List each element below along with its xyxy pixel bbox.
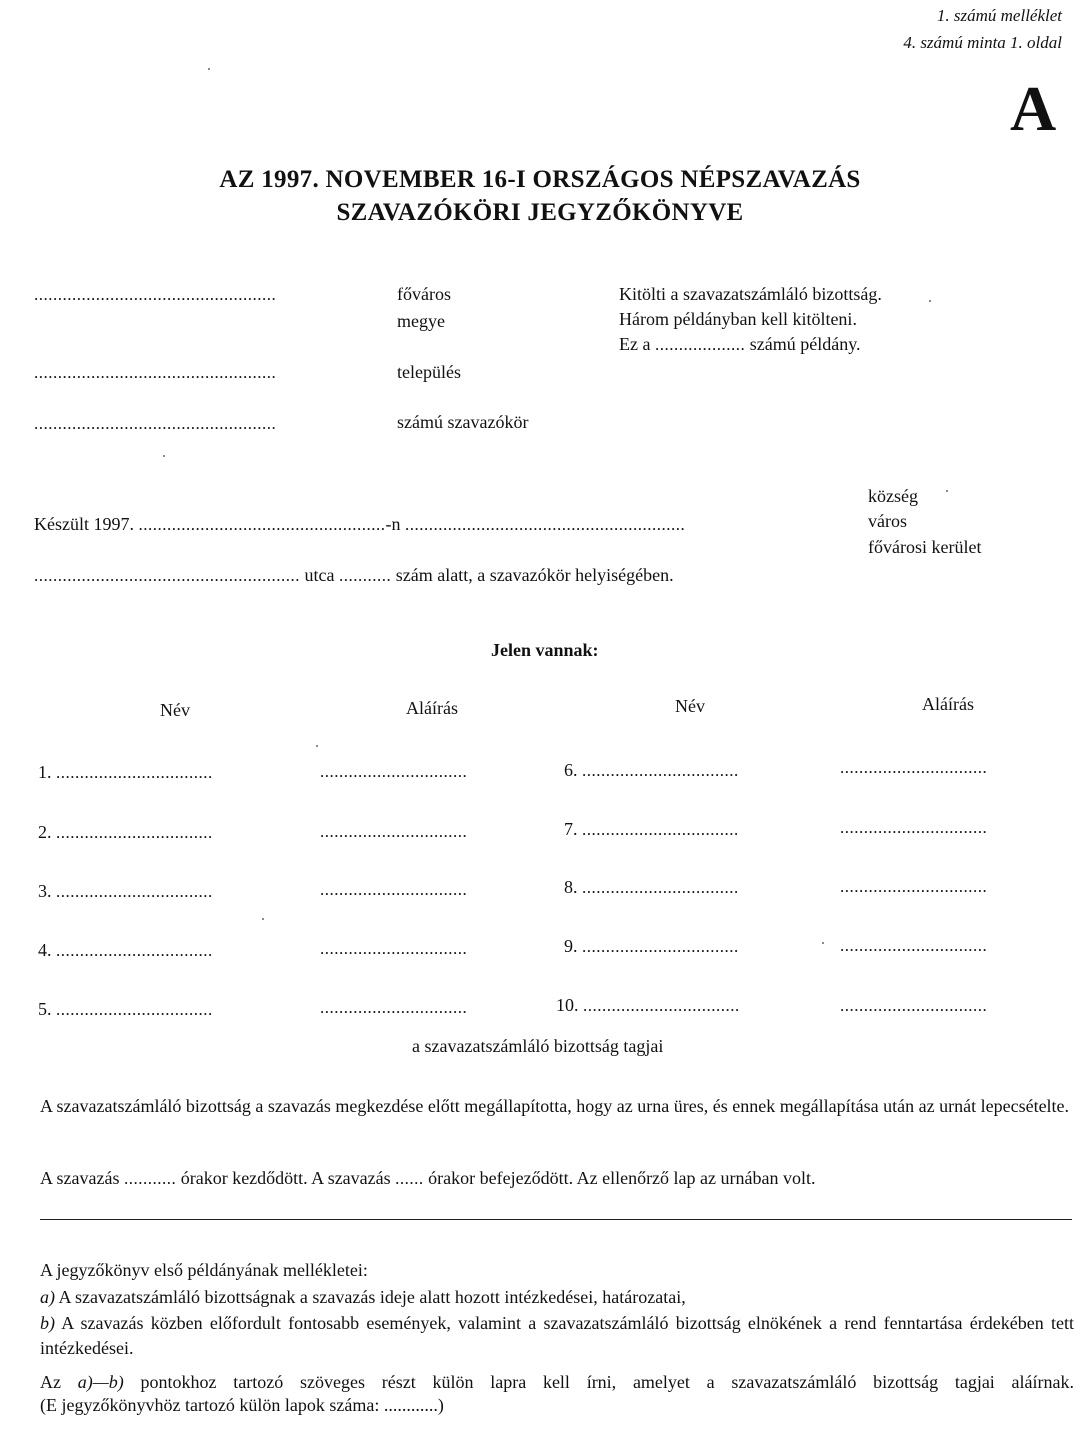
village-option: község: [868, 486, 918, 506]
instruction-line1: Kitölti a szavazatszámláló bizottság.: [619, 284, 882, 304]
scan-speck: [946, 490, 948, 492]
capital-district-option: fővárosi kerület: [868, 537, 982, 557]
member-row-left: [38, 999, 213, 1020]
annex-note-prefix: Az: [40, 1372, 61, 1392]
settlement-field[interactable]: ...................................................: [34, 363, 277, 382]
scan-speck: [316, 745, 318, 747]
page-title-line2: SZAVAZÓKÖRI JEGYZŐKÖNYVE: [336, 199, 744, 226]
district-field[interactable]: ...................................................: [34, 414, 277, 433]
form-letter: A: [1010, 73, 1057, 144]
member-name-field[interactable]: .................................: [56, 882, 213, 901]
name-header-right: Név: [675, 696, 705, 716]
member-signature-field[interactable]: ...............................: [840, 758, 988, 777]
member-row-right: [556, 995, 740, 1016]
member-signature-field[interactable]: ...............................: [840, 996, 988, 1015]
page-title-line1: AZ 1997. NOVEMBER 16-I ORSZÁGOS NÉPSZAVAZÁS: [219, 166, 861, 193]
annex-note: [40, 1370, 1074, 1395]
member-row-left: [38, 940, 213, 961]
annex-sheet-count: (E jegyzőkönyvhöz tartozó külön lapok száma: ............): [40, 1395, 444, 1415]
annex-item-a-text: A szavazatszámláló bizottságnak a szavazás ideje alatt hozott intézkedései, határozatai,: [58, 1287, 686, 1307]
annex-note-ref: a)—b): [77, 1372, 124, 1392]
district-label: számú szavazókör: [397, 412, 529, 432]
annex-note-text: pontokhoz tartozó szöveges részt külön lapra kell írni, amelyet a szavazatszámláló bizottság tagjai aláírnak.: [140, 1372, 1074, 1392]
annex-item-b-text: A szavazás közben előfordult fontosabb események, valamint a szavazatszámláló bizottság elnökének a rend fenntartása érdekében tett intézkedései.: [40, 1313, 1074, 1358]
annex-label: 1. számú melléklet: [936, 6, 1062, 25]
annex-item-a-label: a): [40, 1287, 55, 1307]
voting-times-line: [40, 1168, 816, 1189]
member-row-right: [564, 819, 739, 840]
voting-times-mid: órakor kezdődött. A szavazás: [180, 1168, 391, 1188]
address-line: [34, 565, 674, 586]
voting-start-field[interactable]: ...........: [123, 1169, 177, 1188]
member-number: 6.: [564, 760, 578, 780]
member-row-right: [564, 877, 739, 898]
member-row-right: [564, 760, 739, 781]
address-suffix: szám alatt, a szavazókör helyiségében.: [395, 565, 674, 585]
copy-number-prefix: Ez a: [619, 334, 651, 354]
member-name-field[interactable]: .................................: [583, 996, 740, 1015]
capital-county-field[interactable]: ...................................................: [34, 285, 277, 304]
voting-times-prefix: A szavazás: [40, 1168, 120, 1188]
member-number: 5.: [38, 999, 52, 1019]
voting-end-field[interactable]: ......: [395, 1169, 424, 1188]
member-name-field[interactable]: .................................: [582, 937, 739, 956]
annex-item-a: [40, 1287, 686, 1308]
street-label: utca: [304, 565, 335, 585]
copy-number-suffix: számú példány.: [749, 334, 861, 354]
copy-number-field[interactable]: ...................: [654, 335, 746, 354]
member-name-field[interactable]: .................................: [56, 823, 213, 842]
scan-speck: [163, 455, 165, 457]
member-number: 2.: [38, 822, 52, 842]
member-name-field[interactable]: .................................: [582, 761, 739, 780]
member-number: 7.: [564, 819, 578, 839]
member-signature-field[interactable]: ...............................: [320, 998, 468, 1017]
member-name-field[interactable]: .................................: [582, 820, 739, 839]
county-label: megye: [397, 311, 445, 331]
member-name-field[interactable]: .................................: [582, 878, 739, 897]
member-number: 4.: [38, 940, 52, 960]
scan-speck: [822, 942, 824, 944]
scan-speck: [208, 68, 210, 70]
annex-item-b-label: b): [40, 1313, 55, 1333]
member-signature-field[interactable]: ...............................: [320, 762, 468, 781]
house-number-field[interactable]: ...........: [338, 566, 392, 585]
voting-times-suffix: órakor befejeződött. Az ellenőrző lap az urnában volt.: [428, 1168, 816, 1188]
member-signature-field[interactable]: ...............................: [840, 818, 988, 837]
capital-label: főváros: [397, 284, 451, 304]
instruction-line2: Három példányban kell kitölteni.: [619, 309, 857, 329]
member-number: 3.: [38, 881, 52, 901]
prepared-prefix: Készült 1997.: [34, 514, 134, 534]
member-name-field[interactable]: .................................: [56, 941, 213, 960]
scan-speck: [929, 300, 931, 302]
copy-number-line: [619, 334, 861, 355]
member-name-field[interactable]: .................................: [56, 763, 213, 782]
member-signature-field[interactable]: ...............................: [840, 877, 988, 896]
annexes-heading: A jegyzőkönyv első példányának mellékletei:: [40, 1260, 368, 1280]
member-name-field[interactable]: .................................: [56, 1000, 213, 1019]
member-signature-field[interactable]: ...............................: [320, 939, 468, 958]
scan-speck: [262, 918, 264, 920]
signature-header-right: Aláírás: [922, 694, 974, 714]
prepared-place-field[interactable]: ...........................................................: [404, 515, 686, 534]
member-row-left: [38, 762, 213, 783]
signature-header-left: Aláírás: [406, 698, 458, 718]
member-signature-field[interactable]: ...............................: [320, 822, 468, 841]
name-header-left: Név: [160, 700, 190, 720]
annex-item-b: [40, 1311, 1074, 1361]
section-divider: [40, 1219, 1072, 1220]
member-number: 8.: [564, 877, 578, 897]
street-field[interactable]: ........................................................: [34, 566, 300, 585]
members-caption: a szavazatszámláló bizottság tagjai: [412, 1036, 664, 1056]
sample-page-label: 4. számú minta 1. oldal: [903, 33, 1062, 52]
member-row-right: [564, 936, 739, 957]
city-option: város: [868, 511, 907, 531]
settlement-label: település: [397, 362, 461, 382]
member-number: 9.: [564, 936, 578, 956]
prepared-n-suffix: -n: [385, 514, 401, 534]
prepared-date-line: [34, 514, 685, 535]
present-heading: Jelen vannak:: [491, 640, 599, 660]
prepared-date-field[interactable]: ....................................................: [138, 515, 386, 534]
member-signature-field[interactable]: ...............................: [840, 936, 988, 955]
member-row-left: [38, 881, 213, 902]
member-row-left: [38, 822, 213, 843]
urn-sealed-statement: A szavazatszámláló bizottság a szavazás megkezdése előtt megállapította, hogy az urna üres, és ennek megállapítása után az urnát lepecsételte.: [40, 1096, 1070, 1116]
member-signature-field[interactable]: ...............................: [320, 880, 468, 899]
member-number: 10.: [556, 995, 579, 1015]
member-number: 1.: [38, 762, 52, 782]
